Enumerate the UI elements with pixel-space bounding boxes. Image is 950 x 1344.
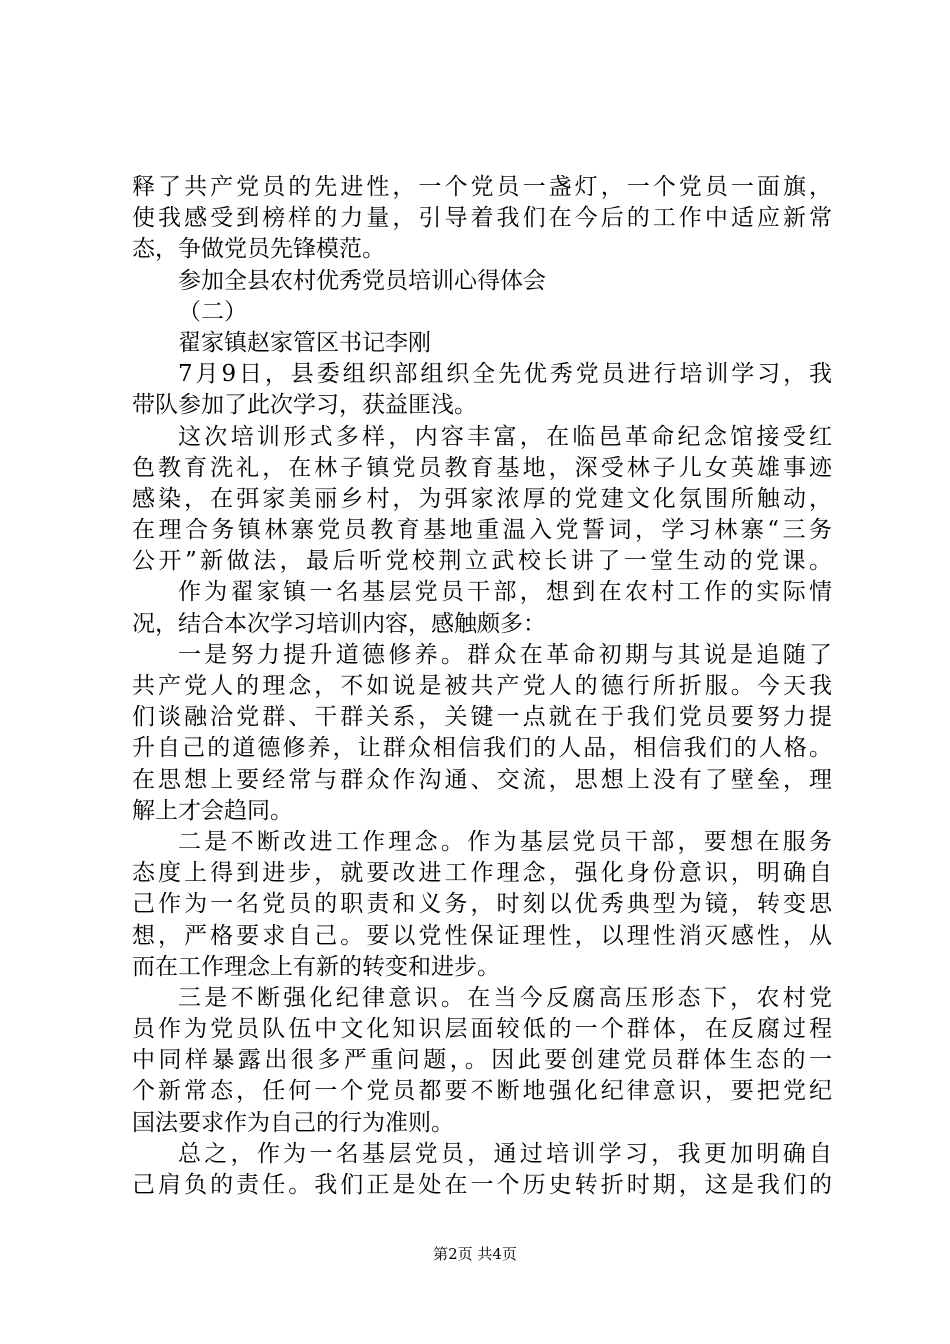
text-line: 态度上得到进步，就要改进工作理念，强化身份意识，明确自 bbox=[132, 860, 832, 887]
text-line: 们谈融洽党群、干群关系，关键一点就在于我们党员要努力提 bbox=[132, 704, 832, 731]
text-line: 升自己的道德修养，让群众相信我们的人品，相信我们的人格。 bbox=[132, 735, 832, 762]
text-line: 共产党人的理念，不如说是被共产党人的德行所折服。今天我 bbox=[132, 673, 832, 699]
text-line: 色教育洗礼，在林子镇党员教育基地，深受林子儿女英雄事迹 bbox=[132, 454, 832, 481]
text-line: 国法要求作为自己的行为准则。 bbox=[132, 1109, 454, 1136]
text-line: 二是不断改进工作理念。作为基层党员干部，要想在服务 bbox=[178, 828, 832, 855]
text-line: 态，争做党员先锋模范。 bbox=[132, 236, 385, 263]
text-line: 这次培训形式多样，内容丰富，在临邑革命纪念馆接受红 bbox=[178, 423, 832, 450]
text-line: 个新常态，任何一个党员都要不断地强化纪律意识，要把党纪 bbox=[132, 1078, 832, 1105]
text-line: 三是不断强化纪律意识。在当今反腐高压形态下，农村党 bbox=[178, 984, 832, 1011]
page-footer bbox=[0, 1244, 950, 1264]
text-line: 总之，作为一名基层党员，通过培训学习，我更加明确自 bbox=[178, 1140, 832, 1167]
text-line: 作为翟家镇一名基层党员干部，想到在农村工作的实际情 bbox=[178, 579, 832, 606]
text-line: 况，结合本次学习培训内容，感触颇多： bbox=[132, 610, 546, 637]
text-line: 感染，在弭家美丽乡村，为弭家浓厚的党建文化氛围所触动， bbox=[132, 485, 832, 512]
text-line: 中同样暴露出很多严重问题，。因此要创建党员群体生态的一 bbox=[132, 1047, 832, 1074]
text-line: 而在工作理念上有新的转变和进步。 bbox=[132, 953, 500, 980]
text-line: 7月9日，县委组织部组织全先优秀党员进行培训学习，我 bbox=[178, 361, 832, 388]
text-line: 解上才会趋同。 bbox=[132, 797, 293, 824]
document-body bbox=[132, 172, 832, 1201]
text-line: 想，严格要求自己。要以党性保证理性，以理性消灭感性，从 bbox=[132, 922, 832, 949]
text-line: 己作为一名党员的职责和义务，时刻以优秀典型为镜，转变思 bbox=[132, 891, 832, 918]
text-line: 公开”新做法，最后听党校荆立武校长讲了一堂生动的党课。 bbox=[132, 548, 832, 575]
text-line: 一是努力提升道德修养。群众在革命初期与其说是追随了 bbox=[178, 641, 832, 668]
text-line: （二） bbox=[178, 298, 247, 325]
text-line: 员作为党员队伍中文化知识层面较低的一个群体，在反腐过程 bbox=[132, 1016, 832, 1043]
text-line: 释了共产党员的先进性，一个党员一盏灯，一个党员一面旗， bbox=[132, 174, 832, 200]
text-line: 己肩负的责任。我们正是处在一个历史转折时期，这是我们的 bbox=[132, 1172, 832, 1198]
text-line: 参加全县农村优秀党员培训心得体会 bbox=[178, 267, 546, 294]
text-line: 翟家镇赵家管区书记李刚 bbox=[178, 329, 431, 356]
text-line: 在理合务镇林寨党员教育基地重温入党誓词，学习林寨“三务 bbox=[132, 517, 832, 544]
page-number-label: 第2页 共4页 bbox=[433, 1245, 517, 1263]
text-line: 在思想上要经常与群众作沟通、交流，思想上没有了壁垒，理 bbox=[132, 766, 832, 793]
text-line: 使我感受到榜样的力量，引导着我们在今后的工作中适应新常 bbox=[132, 205, 832, 232]
text-line: 带队参加了此次学习，获益匪浅。 bbox=[132, 392, 477, 419]
